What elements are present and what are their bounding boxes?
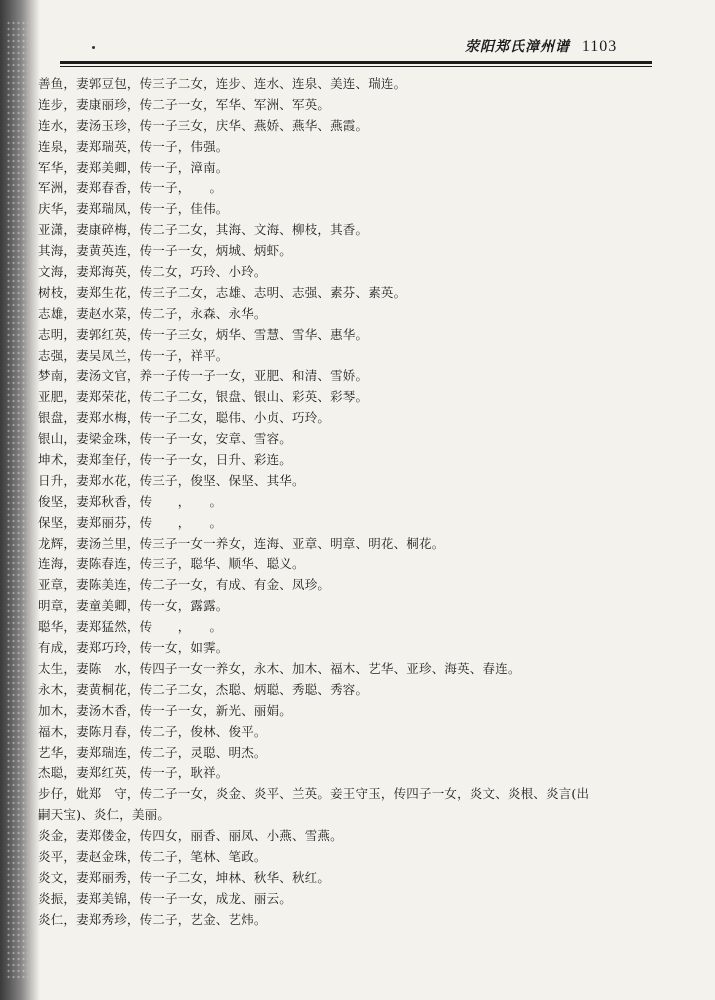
text-line: 善鱼，妻郭豆包，传三子二女，连步、连水、连泉、美连、瑞连。: [38, 76, 407, 91]
text-line: 庆华，妻郑瑞凤，传一子，佳伟。: [38, 201, 229, 217]
text-line: 连水，妻汤玉珍，传一子三女，庆华、燕娇、燕华、燕霞。: [38, 117, 369, 133]
page-header: [465, 36, 705, 58]
text-line: 聪华，妻郑猛然，传 ， 。: [38, 619, 223, 635]
text-line: 坤术，妻郑奎仔，传一子一女，日升、彩连。: [38, 452, 293, 468]
text-line: 福木，妻陈月春，传二子，俊林、俊平。: [38, 723, 267, 739]
book-title: 荥阳郑氏漳州谱: [465, 39, 570, 55]
text-line: 亚潇，妻康碎梅，传二子二女，其海、文海、柳枝，其香。: [38, 222, 369, 238]
text-line: 炎金，妻郑偻金，传四女，丽香、丽凤、小燕、雪燕。: [38, 828, 343, 844]
text-line: 炎振，妻郑美锦，传一子一女，成龙、丽云。: [38, 890, 293, 906]
text-line: 亚肥，妻郑荣花，传二子二女，银盘、银山、彩英、彩琴。: [38, 389, 369, 405]
text-line: 志强，妻吴凤兰，传一子，祥平。: [38, 347, 229, 363]
book-binding-gutter: [0, 0, 40, 1000]
speck: [92, 46, 95, 49]
text-line: 嗣天宝)、炎仁，美丽。: [38, 807, 171, 823]
text-line: 炎平，妻赵金珠，传二子，笔林、笔政。: [38, 848, 267, 864]
text-line: 艺华，妻郑瑞连，传二子，灵聪、明杰。: [38, 744, 267, 760]
text-line: 连步，妻康丽珍，传二子一女，军华、军洲、军英。: [38, 96, 331, 112]
text-line: 其海，妻黄英连，传一子一女，炳城、炳虾。: [38, 243, 293, 259]
text-line: 连海，妻陈春连，传三子，聪华、顺华、聪义。: [38, 556, 305, 572]
text-line: 永木，妻黄桐花，传二子二女，杰聪、炳聪、秀聪、秀容。: [38, 681, 369, 697]
text-line: 连泉，妻郑瑞英，传一子，伟强。: [38, 138, 229, 154]
genealogy-text-block: [38, 74, 638, 931]
text-line: 步仔，妣郑 守，传二子一女，炎金、炎平、兰英。妾王守玉，传四子一女，炎文、炎根、炎言(出: [38, 786, 590, 802]
page-number: 1103: [581, 38, 618, 55]
text-line: 加木，妻汤木香，传一子一女，新光、丽娟。: [38, 702, 293, 718]
text-line: 亚章，妻陈美连，传二子一女，有成、有金、凤珍。: [38, 577, 331, 593]
text-line: 龙辉，妻汤兰里，传三子一女一养女，连海、亚章、明章、明花、桐花。: [38, 535, 445, 551]
text-line: 杰聪，妻郑红英，传一子，耿祥。: [38, 765, 229, 781]
text-line: 明章，妻童美卿，传一女，露露。: [38, 598, 229, 614]
text-line: 太生，妻陈 水，传四子一女一养女，永木、加木、福木、艺华、亚珍、海英、春连。: [38, 660, 521, 676]
text-line: 日升，妻郑水花，传三子，俊坚、保坚、其华。: [38, 472, 305, 488]
text-line: 志明，妻郭红英，传一子三女，炳华、雪慧、雪华、惠华。: [38, 326, 369, 342]
text-line: 文海，妻郑海英，传二女，巧玲、小玲。: [38, 264, 267, 280]
text-line: 军华，妻郑美卿，传一子，漳南。: [38, 159, 229, 175]
text-line: 银盘，妻郑水梅，传一子二女，聪伟、小贞、巧玲。: [38, 410, 331, 426]
header-rule-thick: [60, 61, 652, 64]
text-line: 银山，妻梁金珠，传一子一女，安章、雪容。: [38, 431, 293, 447]
text-line: 军洲，妻郑春香，传一子， 。: [38, 180, 223, 196]
text-line: 保坚，妻郑丽芬，传 ， 。: [38, 514, 223, 530]
binding-texture: [6, 20, 28, 980]
text-line: 炎仁，妻郑秀珍，传二子，艺金、艺炜。: [38, 911, 267, 927]
text-line: 俊坚，妻郑秋香，传 ， 。: [38, 493, 223, 509]
text-line: 梦南，妻汤文官，养一子传一子一女，亚肥、和清、雪娇。: [38, 368, 369, 384]
text-line: 志雄，妻赵水菜，传二子，永森、永华。: [38, 305, 267, 321]
text-line: 有成，妻郑巧玲，传一女，如霁。: [38, 640, 229, 656]
text-line: 树枝，妻郑生花，传三子二女，志雄、志明、志强、素芬、素英。: [38, 284, 407, 300]
text-line: 炎文，妻郑丽秀，传一子二女，坤林、秋华、秋红。: [38, 869, 331, 885]
header-rule-thin: [60, 66, 652, 67]
